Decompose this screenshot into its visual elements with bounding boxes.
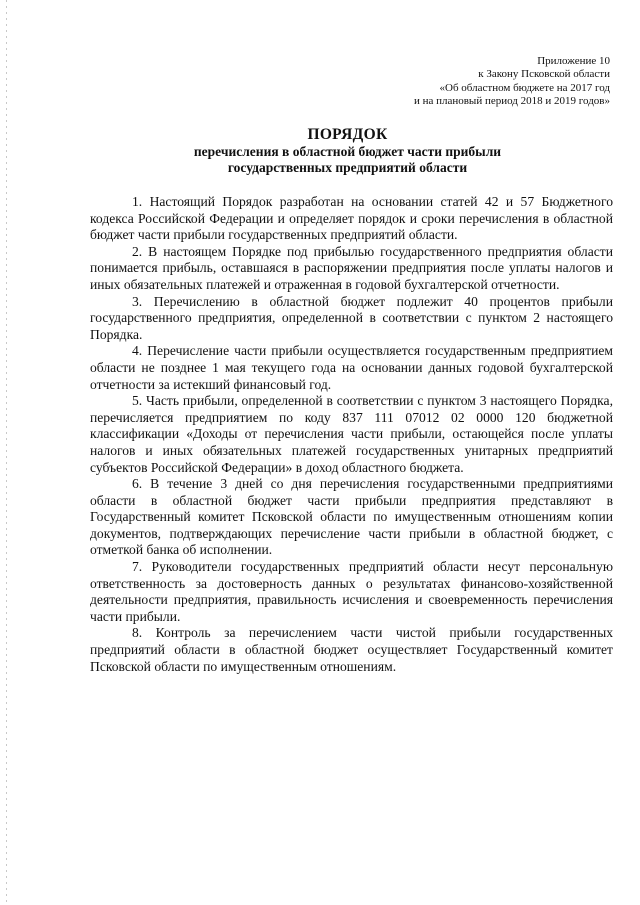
document-title xyxy=(80,126,615,176)
paragraph-7: 7. Руководители государственных предприятий области несут персональную ответственность за достоверность данных о результатах финансово-хозяйственной деятельности предприятия, правильность исчисления и своевременность перечисления части прибыли. xyxy=(90,559,613,624)
title-subtitle: государственных предприятий области xyxy=(227,160,468,175)
paragraph-8: 8. Контроль за перечислением части чистой прибыли государственных предприятий области в областной бюджет осуществляет Государственный комитет Псковской области по имущественным отношениям. xyxy=(90,625,613,674)
paragraph-1: 1. Настоящий Порядок разработан на основании статей 42 и 57 Бюджетного кодекса Российской Федерации и определяет порядок и сроки перечисления в областной бюджет части прибыли государственных предприятий области. xyxy=(90,194,613,243)
appendix-line: и на плановый период 2018 и 2019 годов» xyxy=(413,95,610,108)
scan-edge-mark xyxy=(6,0,7,905)
appendix-note xyxy=(310,55,610,109)
paragraph-4: 4. Перечисление части прибыли осуществляется государственным предприятием области не позднее 1 мая текущего года на основании данных годовой бухгалтерской отчетности за истекший финансовый год. xyxy=(90,343,613,392)
title-main: ПОРЯДОК xyxy=(307,126,388,143)
appendix-line: «Об областном бюджете на 2017 год xyxy=(439,81,610,94)
title-subtitle: перечисления в областной бюджет части прибыли xyxy=(193,144,502,159)
document-body xyxy=(90,194,613,675)
paragraph-6: 6. В течение 3 дней со дня перечисления государственными предприятиями области в областной бюджет части прибыли предприятия представляют в Государственный комитет Псковской области по имущественным отношениям копии документов, подтверждающих перечисление части прибыли в областной бюджет, с отметкой банка об исполнении. xyxy=(90,476,613,558)
paragraph-3: 3. Перечислению в областной бюджет подлежит 40 процентов прибыли государственного предприятия, определенной в соответствии с пунктом 2 настоящего Порядка. xyxy=(90,293,613,342)
appendix-line: Приложение 10 xyxy=(537,55,610,67)
paragraph-2: 2. В настоящем Порядке под прибылью государственного предприятия области понимается прибыль, оставшаяся в распоряжении предприятия после уплаты налогов и иных обязательных платежей и отраженная в годовой бухгалтерской отчетности. xyxy=(90,243,613,292)
appendix-line: к Закону Псковской области xyxy=(478,68,610,81)
paragraph-5: 5. Часть прибыли, определенной в соответствии с пунктом 3 настоящего Порядка, перечисляется предприятием по коду 837 111 07012 02 0000 120 бюджетной классификации «Доходы от перечисления части прибыли, остающейся после уплаты налогов и иных обязательных платежей государственных унитарных предприятий субъектов Российской Федерации» в доход областного бюджета. xyxy=(90,393,613,475)
